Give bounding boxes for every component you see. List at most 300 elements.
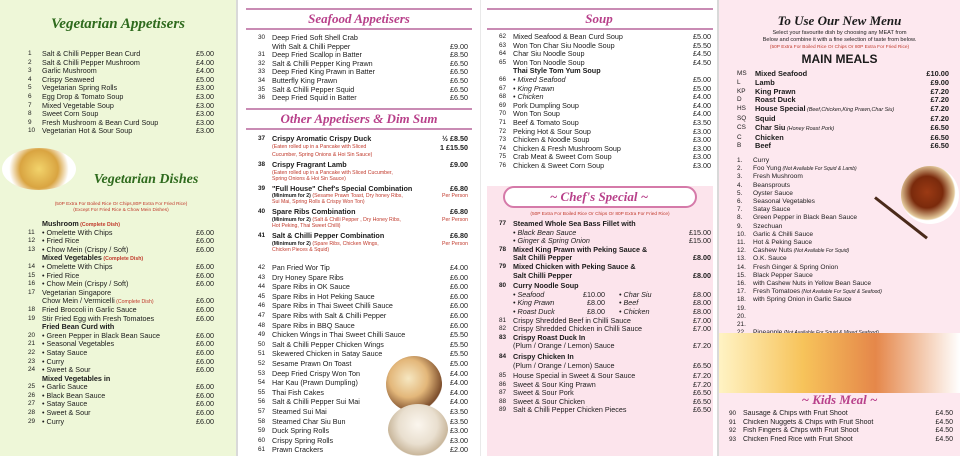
meat-item — [737, 115, 949, 124]
item-price: £6.00 — [450, 301, 468, 311]
item-name-text: Salt & Chilli Pepper Mushroom — [42, 58, 140, 67]
menu-sub-item — [499, 229, 711, 238]
taste-number: 3. — [737, 173, 743, 181]
item-number: 73 — [499, 136, 507, 144]
item-note: (Eaten rolled up in a Pancake with Sliced Cucumber, — [272, 169, 393, 176]
item-price: £6.00 — [196, 339, 214, 349]
item-price: £6.50 — [693, 405, 711, 415]
meat-price: £10.00 — [926, 69, 949, 78]
item-price: £6.50 — [450, 58, 468, 68]
veg-dishes-list — [28, 220, 214, 426]
item-name-text: Spare Ribs in Thai Sweet Chilli Sauce — [272, 301, 393, 311]
taste-name: Seasonal Vegetables — [753, 198, 815, 206]
menu-item — [28, 76, 214, 85]
taste-number: 1. — [737, 157, 743, 164]
item-name: • Seasonal Vegetables — [42, 340, 115, 349]
item-name-text: Salt & Chilli Pepper King Prawn — [272, 59, 373, 68]
item-name-text: Peking Hot & Sour Soup — [513, 127, 591, 136]
item-name — [272, 311, 434, 321]
menu-item — [28, 229, 214, 238]
taste-number: 18. — [737, 296, 746, 304]
item-price: £7.20 — [693, 341, 711, 351]
item-number: 89 — [499, 406, 507, 414]
item-price: £6.00 — [196, 304, 214, 314]
menu-item — [28, 315, 214, 324]
taste-name: O.K. Sauce — [753, 255, 787, 263]
item-number: 21 — [28, 340, 36, 348]
item-name-text: Chicken & Fresh Mushroom Soup — [513, 144, 621, 153]
item-note: Hot Peking, Thai Sweet Chilli) — [272, 222, 341, 229]
item-name — [272, 77, 434, 86]
meat-price: £6.50 — [930, 132, 949, 142]
item-min: (Minimum for 2) — [272, 216, 311, 223]
item-price: £6.00 — [450, 320, 468, 330]
meats-list — [737, 70, 949, 151]
item-price: £3.00 — [196, 117, 214, 127]
meat-code: SQ — [737, 114, 747, 122]
appetisers-panel — [238, 0, 480, 456]
item-name-text: Deep Fried Squid in Batter — [272, 94, 357, 103]
item-number: 78 — [499, 245, 507, 253]
item-price: £5.00 — [196, 49, 214, 58]
item-name-text: Won Ton Soup — [513, 110, 560, 119]
taste-name: Foo Yung (Not Available For Squid & Lamb) — [753, 165, 857, 173]
item-name — [743, 410, 919, 419]
item-name-text: Skewered Chicken in Satay Sauce — [272, 349, 383, 359]
item-name-text: Duck Spring Rolls — [272, 426, 330, 436]
item-price: £4.50 — [935, 410, 953, 417]
item-number: 91 — [729, 418, 737, 426]
menu-item — [499, 153, 711, 162]
menu-item — [499, 145, 711, 154]
item-name: Chow Mein / Vermicelli (Complete Dish) — [42, 297, 154, 306]
menu-item — [499, 50, 711, 59]
meat-code: HS — [737, 105, 746, 113]
item-number: 34 — [258, 76, 266, 84]
item-name: Crispy Fragrant Lamb — [272, 161, 347, 170]
item-price: £3.50 — [450, 416, 468, 426]
item-price: £6.80 — [450, 207, 468, 217]
soup-group — [499, 33, 711, 67]
menu-item — [499, 353, 711, 362]
item-price: £4.00 — [450, 397, 468, 407]
menu-item — [28, 306, 214, 315]
item-number: 35 — [258, 85, 266, 93]
item-number: 54 — [258, 379, 266, 387]
item-price: £3.00 — [693, 143, 711, 153]
item-note: Spring Onions & Hoi Sin Sauce) — [272, 175, 346, 182]
taste-item — [737, 296, 949, 304]
item-price: £3.00 — [196, 91, 214, 101]
taste-name: Fresh Mushroom — [753, 173, 803, 181]
menu-item — [28, 332, 214, 341]
item-name: • Chicken — [619, 307, 650, 316]
item-price: £5.50 — [450, 349, 468, 359]
item-note: (Eaten rolled up in a Pancake with Sliced — [272, 143, 367, 150]
item-price: £6.50 — [450, 84, 468, 94]
item-min: (Minimum for 2) — [272, 240, 311, 247]
item-number: 30 — [258, 34, 266, 41]
menu-item — [258, 43, 468, 52]
meat-price: £7.20 — [930, 113, 949, 123]
item-number: 7 — [28, 101, 32, 109]
menu-item — [729, 427, 953, 436]
item-price: £6.00 — [196, 261, 214, 271]
item-price: £6.00 — [450, 282, 468, 292]
item-number: 1 — [28, 50, 32, 57]
item-name-text: Vegetarian Spring Rolls — [42, 84, 118, 93]
item-price: £6.00 — [196, 330, 214, 340]
item-price: £6.00 — [196, 408, 214, 418]
item-name-text: Butterfly King Prawn — [272, 76, 338, 85]
item-name-text: Sweet & Sour King Prawn — [513, 380, 596, 389]
item-number: 79 — [499, 262, 507, 270]
main-meals-title: MAIN MEALS — [801, 52, 878, 66]
menu-item — [499, 42, 711, 51]
item-name: Mixed Vegetables (Complete Dish) — [42, 254, 144, 263]
item-name-text: Sweet Corn Soup — [42, 110, 99, 119]
item-price: £6.00 — [196, 416, 214, 426]
item-number: 85 — [499, 372, 507, 380]
taste-name: Fresh Tomatoes (Not Available For Squid & Seafood) — [753, 288, 882, 296]
item-name-text: Dry Honey Spare Ribs — [272, 272, 344, 282]
item-price: £7.20 — [693, 379, 711, 389]
item-name — [513, 102, 677, 111]
item-name — [743, 419, 919, 428]
item-name — [513, 145, 677, 154]
item-number: 71 — [499, 118, 507, 126]
item-number: 76 — [499, 161, 507, 169]
meat-price: £7.20 — [930, 104, 949, 114]
item-note: (Salt & Chilli Pepper , Dry Honey Ribs, — [312, 216, 401, 223]
menu-item — [499, 220, 711, 229]
item-number: 32 — [258, 59, 266, 67]
item-number: 82 — [499, 325, 507, 333]
item-price: £4.00 — [196, 57, 214, 67]
item-name — [513, 406, 677, 415]
item-number: 87 — [499, 389, 507, 397]
item-price: £3.00 — [196, 126, 214, 136]
item-name-text: Salt & Chilli Pepper Chicken Pieces — [513, 406, 627, 415]
item-number: 31 — [258, 51, 266, 59]
taste-item — [737, 239, 949, 247]
taste-item — [737, 247, 949, 255]
meat-item — [737, 96, 949, 105]
item-name — [513, 398, 677, 407]
per-person: Per Person — [442, 216, 468, 223]
menu-item — [28, 400, 214, 409]
dimsum-specials — [258, 135, 468, 253]
item-name: • Sweet & Sour — [42, 366, 91, 375]
menu-item — [258, 330, 468, 340]
taste-number: 6. — [737, 198, 743, 206]
item-price: £6.00 — [196, 279, 214, 289]
item-name-text: Chicken & Sweet Corn Soup — [513, 161, 605, 170]
item-number: 23 — [28, 357, 36, 365]
item-name — [513, 325, 677, 334]
menu-item — [28, 297, 214, 306]
chef-note: (50P Extra For Boiled Rice Or Chips Or 80P Extra For Fried Rice) — [530, 212, 670, 217]
item-name — [272, 340, 434, 350]
meat-code: KP — [737, 87, 746, 95]
item-name-text: Crispy Seaweed — [42, 75, 95, 84]
item-price: £9.00 — [450, 160, 468, 170]
item-name: • Roast Duck — [513, 307, 555, 316]
item-name-text: Char Siu Noodle Soup — [513, 50, 585, 59]
taste-item — [737, 157, 949, 165]
item-price: £5.50 — [450, 330, 468, 340]
menu-item — [729, 436, 953, 445]
item-name — [42, 67, 180, 76]
menu-item — [258, 208, 468, 217]
taste-name: Curry — [753, 157, 770, 164]
item-name-text: Spare Ribs in Hot Peking Sauce — [272, 291, 375, 301]
menu-item — [28, 383, 214, 392]
veg-appetisers-list — [28, 50, 214, 136]
item-name: • Fried Rice — [42, 237, 80, 246]
item-price: £8.00 — [693, 270, 711, 280]
item-price: £4.50 — [693, 57, 711, 67]
item-name-text: Fresh Mushroom & Bean Curd Soup — [42, 118, 159, 127]
taste-number: 21. — [737, 321, 746, 329]
item-name: Steamed Whole Sea Bass Fillet with — [513, 220, 636, 228]
meat-name: Squid — [755, 114, 776, 123]
menu-item — [499, 282, 711, 291]
item-name: Crispy Chicken In — [513, 352, 574, 361]
dumplings-image — [388, 404, 448, 456]
item-name-text: Vegetarian Hot & Sour Soup — [42, 127, 133, 136]
taste-item — [737, 272, 949, 280]
item-price: £8.00 — [587, 306, 605, 316]
item-price: £7.00 — [693, 315, 711, 325]
item-number: 62 — [499, 33, 507, 40]
curry-options-right — [605, 291, 711, 317]
item-price: £6.00 — [196, 365, 214, 375]
item-note: (Spare Ribs, Chicken Wings, — [312, 240, 379, 247]
item-price: £15.00 — [689, 227, 711, 237]
item-number: 92 — [729, 427, 737, 435]
menu-item — [499, 128, 711, 137]
item-price: £6.00 — [196, 390, 214, 400]
menu-title: To Use Our New Menu — [777, 13, 902, 28]
item-name — [272, 68, 434, 77]
item-number: 44 — [258, 283, 266, 291]
meat-code: CS — [737, 123, 746, 131]
taste-note: (Not Available For Squid) — [792, 248, 850, 255]
item-name: • Chicken — [513, 93, 544, 102]
menu-intro-line1: Select your favourite dish by choosing any MEAT from — [772, 30, 907, 36]
item-name-text: Sesame Prawn On Toast — [272, 358, 352, 368]
item-number: 84 — [499, 352, 507, 360]
item-number: 5 — [28, 84, 32, 92]
item-name-text: Thai Fish Cakes — [272, 387, 324, 397]
item-price: £7.20 — [693, 371, 711, 381]
item-price: £8.00 — [693, 298, 711, 308]
taste-name: with Cashew Nuts in Yellow Bean Sauce — [753, 280, 872, 288]
item-name-text: Prawn Crackers — [272, 445, 324, 455]
item-number: 57 — [258, 407, 266, 415]
item-price: £3.50 — [693, 117, 711, 127]
item-name — [272, 282, 434, 292]
meat-code: B — [737, 142, 742, 150]
item-number: 50 — [258, 340, 266, 348]
item-name-text: Salt & Chilli Pepper Bean Curd — [42, 50, 141, 58]
item-name — [272, 292, 434, 302]
item-name-text: Chicken Nuggets & Chips with Fruit Shoot — [743, 418, 874, 426]
item-number: 22 — [28, 348, 36, 356]
item-price: £5.00 — [693, 32, 711, 41]
item-number: 58 — [258, 417, 266, 425]
taste-number: 12. — [737, 247, 746, 255]
item-number: 63 — [499, 41, 507, 49]
kids-title: ~ Kids Meal ~ — [801, 392, 878, 407]
item-name: • Garlic Sauce — [42, 383, 88, 392]
taste-number: 19. — [737, 304, 746, 312]
item-price: £6.00 — [196, 244, 214, 254]
menu-item — [28, 392, 214, 401]
taste-number: 4. — [737, 181, 743, 189]
item-number: 48 — [258, 321, 266, 329]
item-name — [272, 263, 434, 273]
menu-item — [258, 34, 468, 43]
item-price: £3.00 — [196, 109, 214, 119]
menu-item — [28, 280, 214, 289]
item-name — [272, 34, 434, 43]
item-name — [272, 43, 434, 52]
menu-item — [499, 119, 711, 128]
meat-item — [737, 124, 949, 134]
menu-item — [258, 292, 468, 302]
menu-item — [499, 93, 711, 102]
item-note: Cucumber, Spring Onions & Hoi Sin Sauce) — [272, 152, 373, 159]
item-price: £6.00 — [450, 291, 468, 301]
item-price: £7.00 — [693, 324, 711, 334]
item-price: £4.00 — [693, 100, 711, 110]
item-price: £6.00 — [196, 347, 214, 357]
item-number: 80 — [499, 282, 507, 290]
item-number: 64 — [499, 50, 507, 58]
meat-item — [737, 134, 949, 143]
item-name — [42, 93, 180, 102]
item-name — [513, 33, 677, 42]
item-name-text: Crispy Spring Rolls — [272, 435, 334, 445]
menu-item — [28, 127, 214, 136]
item-name: • Satay Sauce — [42, 400, 88, 409]
item-name — [42, 119, 180, 128]
item-name — [513, 136, 677, 145]
item-price: £6.50 — [450, 75, 468, 85]
item-price: £6.50 — [693, 360, 711, 370]
menu-item — [258, 68, 468, 77]
item-name — [272, 86, 434, 95]
item-name: • Satay Sauce — [42, 348, 88, 357]
item-name-text: Garlic Mushroom — [42, 67, 97, 76]
item-note: (Sesame Prawn Toast, Dry honey Ribs, — [312, 193, 403, 200]
meat-item — [737, 79, 949, 88]
item-name — [513, 372, 677, 381]
other-title: Other Appetisers & Dim Sum — [280, 111, 438, 126]
item-price: £6.80 — [450, 183, 468, 193]
meat-price: £7.20 — [930, 86, 949, 96]
item-name — [272, 94, 434, 103]
chicken-dish-image — [901, 166, 959, 224]
taste-number: 17. — [737, 288, 746, 296]
item-name: • Chow Mein (Crispy / Soft) — [42, 245, 129, 254]
item-name-text: Sweet & Sour Chicken — [513, 397, 585, 406]
menu-item — [28, 263, 214, 272]
item-name — [743, 436, 919, 445]
item-name: Mixed Vegetables in — [42, 374, 111, 383]
item-name-text: Crispy Shredded Chicken in Chilli Sauce — [513, 325, 643, 334]
item-name: (Plum / Orange / Lemon) Sauce — [513, 361, 615, 370]
item-price: £2.00 — [450, 445, 468, 455]
item-price: £3.00 — [693, 152, 711, 162]
taste-item — [737, 313, 949, 321]
item-name-text: Mixed Seafood & Bean Curd Soup — [513, 33, 623, 41]
item-number: 69 — [499, 101, 507, 109]
item-name: Curry Noodle Soup — [513, 282, 579, 291]
menu-item — [28, 366, 214, 375]
item-name — [513, 42, 677, 51]
meat-name: Char Siu (Honey Roast Pork) — [755, 123, 835, 132]
taste-item — [737, 288, 949, 296]
item-name-text: Spare Ribs in BBQ Sauce — [272, 320, 355, 330]
item-name-text: With Salt & Chilli Pepper — [272, 42, 351, 51]
item-number: 19 — [28, 314, 36, 322]
soup-group — [499, 102, 711, 171]
item-name — [513, 317, 677, 326]
item-number: 53 — [258, 369, 266, 377]
taste-number: 2. — [737, 165, 743, 173]
item-name: Mixed Chicken with Peking Sauce & — [513, 262, 636, 271]
soup-special-panel — [481, 0, 717, 456]
item-number: 81 — [499, 316, 507, 324]
taste-name: with Spring Onion in Garlic Sauce — [753, 296, 852, 304]
menu-item — [28, 418, 214, 427]
item-number: 18 — [28, 305, 36, 313]
taste-number: 10. — [737, 230, 746, 238]
soup-list — [499, 33, 711, 171]
item-number: 56 — [258, 398, 266, 406]
item-number: 83 — [499, 333, 507, 341]
item-number: 68 — [499, 93, 507, 101]
taste-number: 7. — [737, 206, 743, 214]
taste-name: Cashew Nuts (Not Available For Squid) — [753, 247, 850, 255]
item-price: £4.00 — [693, 109, 711, 119]
meat-name: Beef — [755, 142, 772, 151]
main-meals-panel — [719, 0, 960, 456]
menu-item — [258, 311, 468, 321]
item-price: £6.50 — [693, 388, 711, 398]
item-number: 3 — [28, 67, 32, 75]
item-number: 6 — [28, 92, 32, 100]
menu-item — [499, 102, 711, 111]
item-number: 70 — [499, 110, 507, 118]
item-name — [42, 50, 180, 59]
meat-item — [737, 142, 949, 151]
item-number: 38 — [258, 161, 266, 169]
item-price: £6.00 — [450, 272, 468, 282]
menu-item — [28, 59, 214, 68]
menu-item — [499, 263, 711, 272]
taste-item — [737, 321, 949, 329]
menu-item — [499, 334, 711, 343]
item-name: • Char Siu — [619, 290, 652, 299]
item-number: 46 — [258, 302, 266, 310]
taste-number: 14. — [737, 263, 746, 271]
taste-name: Oyster Sauce — [753, 189, 793, 197]
menu-item — [28, 272, 214, 281]
